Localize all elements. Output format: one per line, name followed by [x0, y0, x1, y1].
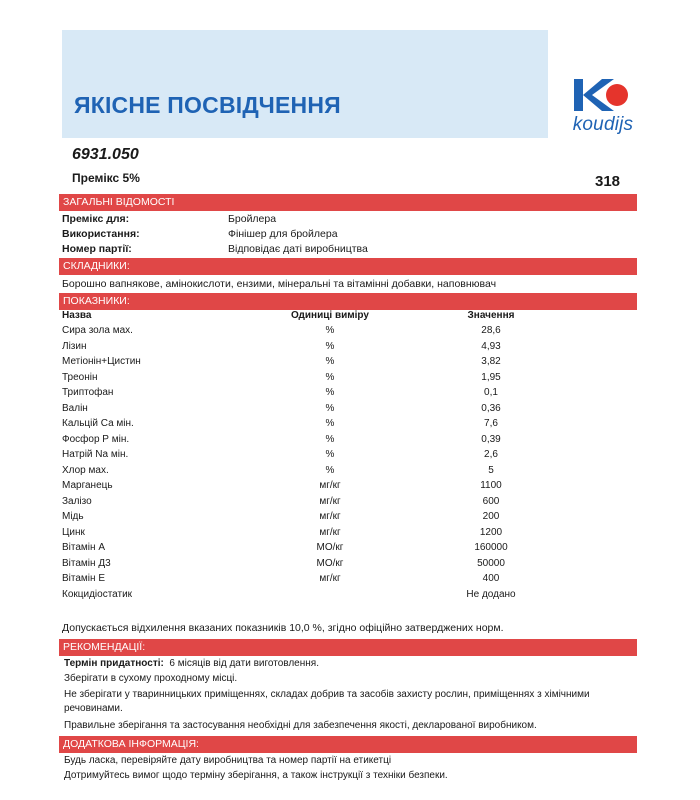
indicator-value-text: 200: [482, 511, 500, 522]
general-value: Відповідає даті виробництва: [228, 243, 368, 255]
indicators-table-header: [62, 310, 622, 324]
indicator-value-text: 50000: [477, 557, 505, 569]
indicator-value-text: 5: [488, 464, 494, 476]
indicator-value-text: 400: [482, 573, 500, 584]
column-header-unit-text: Одиниці виміру: [291, 310, 369, 321]
deviation-note: Допускається відхилення вказаних показників 10,0 %, згідно офіційно затверджених норм.: [62, 622, 504, 634]
indicator-value-text: 4,93: [481, 340, 501, 352]
table-row: [62, 418, 622, 433]
indicator-value-text: 0,1: [484, 387, 498, 398]
indicator-value-text: 0,36: [481, 402, 501, 414]
document-title: ЯКІСНЕ ПОСВІДЧЕННЯ: [74, 92, 341, 118]
indicator-name: Триптофан: [62, 387, 114, 398]
table-row: [62, 558, 622, 573]
table-row: [62, 496, 622, 511]
table-row: [62, 480, 622, 495]
shelf-life-value: 6 місяців від дати виготовлення.: [169, 658, 319, 669]
recommendation-line: Зберігати в сухому проходному місці.: [64, 673, 238, 684]
indicator-name: Фосфор Р мін.: [62, 433, 130, 445]
column-header-value-text: Значення: [467, 310, 515, 321]
indicator-unit-text: мг/кг: [319, 495, 341, 507]
shelf-life-line: [64, 657, 624, 671]
section-recommendations-heading: РЕКОМЕНДАЦІЇ:: [59, 639, 637, 656]
product-code: 6931.050: [72, 146, 139, 163]
general-key: Премікс для:: [62, 213, 130, 225]
indicator-value-text: 3,82: [481, 356, 501, 367]
general-key: Номер партії:: [62, 243, 132, 255]
indicator-unit-text: мг/кг: [319, 526, 341, 538]
table-row: [62, 403, 622, 418]
indicator-name: Цинк: [62, 526, 85, 538]
indicator-value-text: 1100: [480, 480, 502, 491]
indicator-unit-text: %: [325, 402, 335, 414]
indicator-unit-text: %: [325, 433, 335, 445]
table-row: [62, 387, 622, 402]
indicator-value-text: 600: [482, 495, 500, 507]
general-key: Використання:: [62, 228, 140, 240]
indicator-value-text: 1,95: [481, 371, 501, 383]
table-row: [62, 573, 622, 588]
indicator-name: Хлор мах.: [62, 464, 109, 476]
indicator-unit-text: %: [325, 325, 335, 336]
indicator-name: Треонін: [62, 371, 98, 383]
table-row: [62, 449, 622, 464]
general-value: Фінішер для бройлера: [228, 228, 338, 240]
indicator-name: Мідь: [62, 511, 84, 522]
table-row: [62, 527, 622, 542]
recommendation-line: речовинами.: [64, 703, 123, 714]
column-header-name: Назва: [62, 310, 92, 321]
indicator-unit-text: %: [325, 371, 335, 383]
section-ingredients-heading: СКЛАДНИКИ:: [59, 258, 637, 275]
indicator-value-text: 160000: [474, 542, 508, 553]
table-row: [62, 465, 622, 480]
indicator-unit-text: мг/кг: [319, 573, 341, 584]
indicator-value-text: 1200: [479, 526, 503, 538]
indicator-unit-text: МО/кг: [316, 542, 344, 553]
table-row: [62, 434, 622, 449]
header-banner: [62, 30, 548, 138]
koudijs-logo-icon: [570, 78, 632, 112]
indicator-unit-text: %: [325, 356, 335, 367]
indicator-unit-text: %: [325, 340, 335, 352]
indicator-value-text: Не додано: [466, 588, 516, 600]
general-value: Бройлера: [228, 213, 277, 225]
logo-text: koudijs: [572, 114, 634, 135]
indicator-name: Валін: [62, 402, 88, 414]
table-row: [62, 341, 622, 356]
indicator-name: Марганець: [62, 480, 113, 491]
section-additional-heading: ДОДАТКОВА ІНФОРМАЦІЯ:: [59, 736, 637, 753]
indicator-name: Залізо: [62, 495, 92, 507]
table-row: [62, 325, 622, 340]
additional-line: Дотримуйтесь вимог щодо терміну зберігання, а також інструкції з техніки безпеки.: [64, 770, 448, 781]
indicator-unit-text: %: [325, 464, 335, 476]
koudijs-logo: [566, 76, 640, 138]
indicator-unit-text: %: [325, 418, 335, 429]
indicator-unit-text: %: [325, 387, 335, 398]
indicator-value-text: 28,6: [481, 325, 501, 336]
section-indicators-heading: ПОКАЗНИКИ:: [59, 293, 637, 310]
indicator-name: Вітамін Е: [62, 573, 105, 584]
table-row: [62, 589, 622, 604]
indicator-value-text: 2,6: [484, 449, 498, 460]
indicator-unit-text: %: [325, 449, 335, 460]
indicator-name: Сира зола мах.: [62, 325, 133, 336]
indicator-unit-text: МО/кг: [316, 557, 344, 569]
indicator-value-text: 7,6: [484, 418, 498, 429]
indicator-name: Вітамін А: [62, 542, 105, 553]
additional-line: Будь ласка, перевіряйте дату виробництва та номер партії на етикетці: [64, 755, 392, 766]
indicator-value-text: 0,39: [481, 433, 501, 445]
document-number: 318: [595, 173, 621, 190]
indicator-name: Кокцидіостатик: [62, 588, 133, 600]
shelf-life-label: Термін придатності:: [64, 658, 164, 669]
indicator-name: Вітамін Д3: [62, 557, 111, 569]
section-general-heading: ЗАГАЛЬНІ ВІДОМОСТІ: [59, 194, 637, 211]
indicator-unit-text: мг/кг: [319, 480, 341, 491]
recommendation-line: Не зберігати у тваринницьких приміщеннях, складах добрив та засобів захисту рослин, приміщеннях з хімічними: [64, 689, 590, 700]
indicator-unit-text: мг/кг: [319, 511, 341, 522]
product-name: Премікс 5%: [72, 171, 140, 185]
table-row: [62, 372, 622, 387]
table-row: [62, 356, 622, 371]
indicator-name: Кальцій Са мін.: [62, 418, 134, 429]
recommendation-line: Правильне зберігання та застосування необхідні для забезпечення якості, декларованої виробником.: [64, 720, 537, 731]
table-row: [62, 511, 622, 526]
ingredients-text: Борошно вапнякове, амінокислоти, ензими, мінеральні та вітамінні добавки, наповнювач: [62, 278, 497, 290]
indicator-name: Натрій Na мін.: [62, 449, 129, 460]
indicator-name: Метіонін+Цистин: [62, 356, 141, 367]
indicator-name: Лізин: [62, 340, 87, 352]
table-row: [62, 542, 622, 557]
